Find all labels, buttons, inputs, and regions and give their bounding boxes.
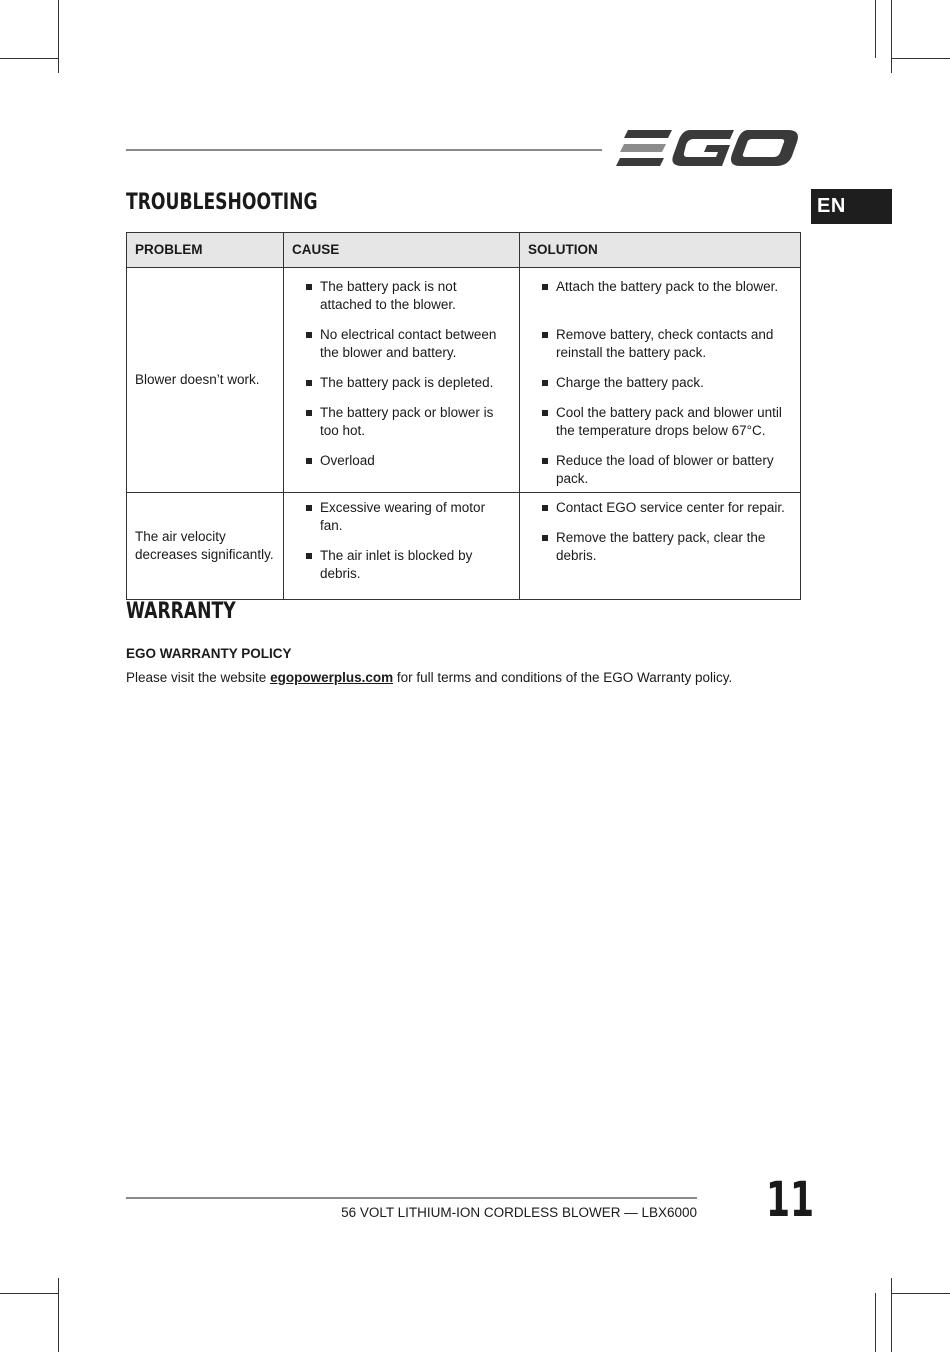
- cause-item: Overload: [306, 452, 511, 470]
- page-number: 11: [766, 1172, 815, 1228]
- problem-cell: The air velocity decreases significantly.: [127, 493, 284, 600]
- cause-item: No electrical contact between the blower and battery.: [306, 326, 511, 362]
- footer-text: 56 VOLT LITHIUM-ION CORDLESS BLOWER — LBX6000: [341, 1205, 697, 1220]
- cause-item: The battery pack is not attached to the blower.: [306, 278, 511, 314]
- solution-item: Reduce the load of blower or battery pack.: [542, 452, 792, 488]
- troubleshooting-table: [126, 232, 801, 600]
- section-title-warranty: WARRANTY: [126, 599, 236, 624]
- crop-mark: [58, 0, 59, 73]
- footer-rule: [126, 1197, 697, 1199]
- header-rule: [126, 149, 602, 151]
- column-header-solution: SOLUTION: [520, 233, 801, 268]
- policy-text: [126, 670, 732, 685]
- section-title-troubleshooting: TROUBLESHOOTING: [126, 190, 318, 215]
- table-header-row: [127, 233, 801, 268]
- crop-mark: [0, 1293, 58, 1294]
- solution-item: Attach the battery pack to the blower.: [542, 278, 792, 296]
- crop-mark: [58, 1278, 59, 1352]
- crop-mark: [875, 0, 876, 58]
- policy-heading: EGO WARRANTY POLICY: [126, 646, 292, 661]
- policy-text-after: for full terms and conditions of the EGO Warranty policy.: [393, 670, 733, 685]
- solution-cell: [520, 493, 801, 600]
- policy-text-before: Please visit the website: [126, 670, 271, 685]
- cause-item: The air inlet is blocked by debris.: [306, 547, 511, 583]
- crop-mark: [0, 58, 58, 59]
- cause-item: Excessive wearing of motor fan.: [306, 499, 511, 535]
- table-row: [127, 268, 801, 493]
- solution-cell: [520, 268, 801, 493]
- crop-mark: [891, 58, 950, 59]
- solution-item: Remove the battery pack, clear the debris.: [542, 529, 792, 565]
- crop-mark: [891, 0, 892, 73]
- problem-cell: Blower doesn’t work.: [127, 268, 284, 493]
- solution-item: Contact EGO service center for repair.: [542, 499, 792, 517]
- solution-item: Cool the battery pack and blower until the temperature drops below 67°C.: [542, 404, 792, 440]
- solution-item: Remove battery, check contacts and reinstall the battery pack.: [542, 326, 792, 362]
- crop-mark: [891, 1278, 892, 1352]
- column-header-cause: CAUSE: [284, 233, 520, 268]
- language-tab: EN: [811, 189, 892, 224]
- table-row: [127, 493, 801, 600]
- warranty-website-link[interactable]: egopowerplus.com: [270, 670, 394, 685]
- cause-item: The battery pack is depleted.: [306, 374, 511, 392]
- column-header-problem: PROBLEM: [127, 233, 284, 268]
- crop-mark: [875, 1293, 876, 1352]
- ego-logo: [616, 126, 801, 172]
- cause-cell: [284, 268, 520, 493]
- cause-item: The battery pack or blower is too hot.: [306, 404, 511, 440]
- solution-item: Charge the battery pack.: [542, 374, 792, 392]
- crop-mark: [891, 1293, 950, 1294]
- cause-cell: [284, 493, 520, 600]
